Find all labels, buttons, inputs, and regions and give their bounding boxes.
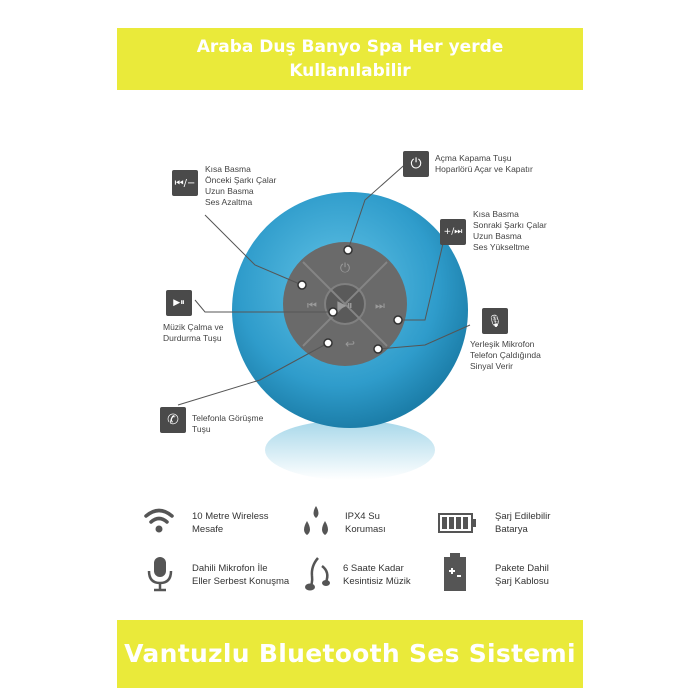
feature-wireless: [192, 510, 269, 536]
music-note-icon: [302, 556, 336, 592]
power-icon: ⏻: [403, 151, 429, 177]
callout-line: Sinyal Verir: [470, 361, 513, 371]
callout-line: Kısa Basma: [205, 164, 251, 174]
callout-next-volume-up: [473, 209, 547, 253]
callout-play-pause: [163, 322, 223, 344]
callout-line: Önceki Şarkı Çalar: [205, 175, 277, 185]
wifi-icon: [142, 505, 176, 535]
bottom-banner: Vantuzlu Bluetooth Ses Sistemi: [117, 620, 583, 688]
water-drops-icon: [298, 505, 334, 541]
feature-line: Koruması: [345, 524, 386, 535]
feature-line: Batarya: [495, 524, 528, 535]
callout-line: Telefonla Görüşme: [192, 413, 264, 423]
phone-icon: ✆: [160, 407, 186, 433]
panel-next-icon: ⏭: [375, 299, 385, 312]
callout-line: Telefon Çaldığında: [470, 350, 541, 360]
callout-prev-volume-down: [205, 164, 276, 208]
feature-line: Dahili Mikrofon İle: [192, 563, 268, 574]
callout-line: Yerleşik Mikrofon: [470, 339, 535, 349]
feature-cable: [495, 562, 549, 588]
next-volume-up-icon: +/⏭: [440, 219, 466, 245]
feature-line: IPX4 Su: [345, 511, 380, 522]
feature-line: Eller Serbest Konuşma: [192, 576, 290, 587]
callout-line: Uzun Basma: [205, 186, 254, 196]
feature-line: Şarj Kablosu: [495, 576, 549, 587]
prev-volume-down-icon: ⏮/−: [172, 170, 198, 196]
speaker-reflection: [265, 420, 435, 480]
callout-line: Müzik Çalma ve: [163, 322, 224, 332]
top-banner-line2: Kullanılabilir: [289, 61, 411, 81]
microphone-icon: [146, 556, 174, 592]
callout-line: Tuşu: [192, 424, 211, 434]
callout-phone: [192, 413, 263, 435]
panel-power-icon: ⏻: [339, 261, 351, 276]
panel-play-icon: ▶⏸: [337, 298, 353, 312]
charging-battery-icon: [442, 552, 468, 592]
top-banner-line1: Araba Duş Banyo Spa Her yerde: [196, 37, 504, 57]
panel-phone-icon: ↩: [344, 337, 356, 351]
feature-line: 6 Saate Kadar: [343, 563, 404, 574]
panel-prev-icon: ⏮: [307, 299, 317, 312]
callout-line: Ses Azaltma: [205, 197, 253, 207]
microphone-icon: 🎙: [482, 308, 508, 334]
feature-rechargeable: [495, 510, 550, 536]
play-pause-icon: ▶⏸: [166, 290, 192, 316]
feature-playtime: [343, 562, 411, 588]
callout-microphone: [470, 339, 541, 372]
feature-handsfree: [192, 562, 289, 588]
feature-line: 10 Metre Wireless: [192, 511, 269, 522]
callout-line: Kısa Basma: [473, 209, 519, 219]
battery-icon: [438, 512, 478, 534]
callout-line: Durdurma Tuşu: [163, 333, 222, 343]
callout-line: Ses Yükseltme: [473, 242, 530, 252]
feature-waterproof: [345, 510, 386, 536]
feature-line: Kesintisiz Müzik: [343, 576, 411, 587]
callout-line: Açma Kapama Tuşu: [435, 153, 512, 163]
callout-line: Sonraki Şarkı Çalar: [473, 220, 547, 230]
callout-power: [435, 153, 533, 175]
feature-line: Pakete Dahil: [495, 563, 549, 574]
callout-line: Uzun Basma: [473, 231, 522, 241]
feature-line: Mesafe: [192, 524, 224, 535]
callout-line: Hoparlörü Açar ve Kapatır: [435, 164, 533, 174]
feature-line: Şarj Edilebilir: [495, 511, 551, 522]
